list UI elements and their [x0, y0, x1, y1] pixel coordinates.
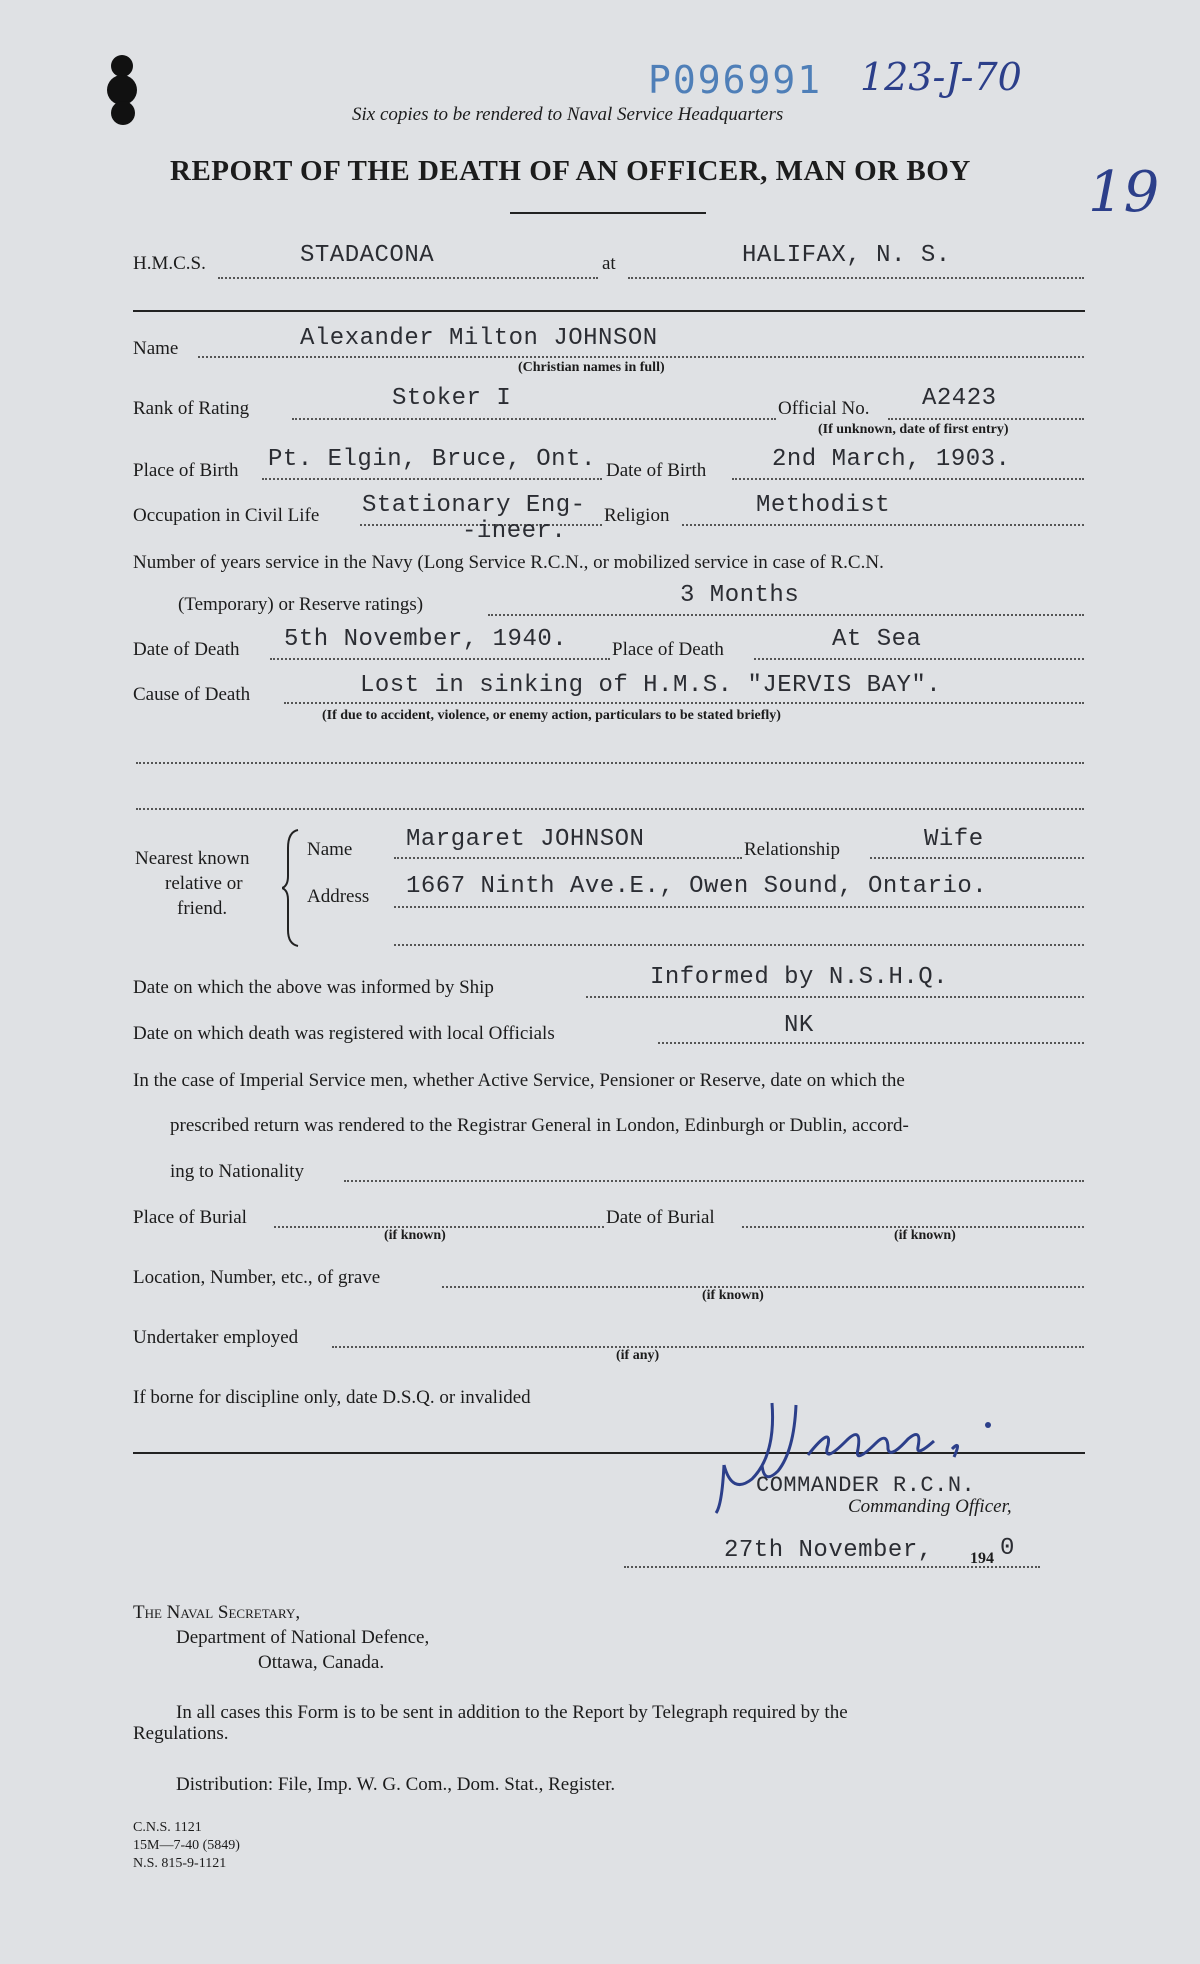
at-label: at: [602, 253, 616, 274]
service-label-1: Number of years service in the Navy (Long Service R.C.N., or mobilized service in case of R.C.N.: [133, 552, 884, 573]
rank-value: Stoker I: [392, 385, 512, 412]
cause-label: Cause of Death: [133, 684, 251, 705]
burial-place-hint: (if known): [384, 1228, 446, 1243]
nok-brace: [282, 828, 302, 948]
name-hint: (Christian names in full): [518, 360, 665, 375]
undertaker-hint: (if any): [616, 1348, 660, 1363]
birth-date-label: Date of Birth: [606, 460, 707, 481]
copies-note: Six copies to be rendered to Naval Service Headquarters: [352, 104, 784, 125]
footer-note-2: Regulations.: [133, 1723, 229, 1744]
at-value: HALIFAX, N. S.: [742, 242, 951, 269]
blank-line: [136, 808, 1084, 810]
distribution-text: Distribution: File, Imp. W. G. Com., Dom. Stat., Register.: [176, 1774, 616, 1795]
nok-side-label-1: Nearest known: [135, 848, 250, 869]
service-value: 3 Months: [680, 582, 800, 609]
addressee-3: Ottawa, Canada.: [258, 1652, 385, 1673]
relationship-value: Wife: [924, 826, 984, 853]
nok-address-value: 1667 Ninth Ave.E., Owen Sound, Ontario.: [406, 873, 988, 900]
registered-label: Date on which death was registered with local Officials: [133, 1023, 555, 1044]
blank-line: [136, 762, 1084, 764]
nok-address-label: Address: [307, 886, 370, 907]
death-place-value: At Sea: [832, 626, 922, 653]
discipline-label: If borne for discipline only, date D.S.Q. or invalided: [133, 1387, 531, 1408]
rank-label: Rank of Rating: [133, 398, 250, 419]
relationship-label: Relationship: [744, 839, 841, 860]
official-no-label: Official No.: [778, 398, 870, 419]
birth-date-value: 2nd March, 1903.: [772, 446, 1011, 473]
margin-number: 19: [1088, 160, 1160, 225]
birth-place-value: Pt. Elgin, Bruce, Ont.: [268, 446, 596, 473]
punch-hole: [105, 55, 135, 125]
form-code-2: 15M—7-40 (5849): [133, 1838, 240, 1853]
form-title: REPORT OF THE DEATH OF AN OFFICER, MAN OR BOY: [170, 155, 971, 187]
religion-label: Religion: [604, 505, 670, 526]
file-reference: 123-J-70: [860, 55, 1022, 99]
nok-name-value: Margaret JOHNSON: [406, 826, 645, 853]
informed-label: Date on which the above was informed by Ship: [133, 977, 494, 998]
title-underline: [510, 212, 706, 214]
burial-place-label: Place of Burial: [133, 1207, 247, 1228]
informed-value: Informed by N.S.H.Q.: [650, 964, 949, 991]
footer-note-1: In all cases this Form is to be sent in addition to the Report by Telegraph required by the: [176, 1702, 848, 1723]
hmcs-value: STADACONA: [300, 242, 435, 269]
registered-value: NK: [784, 1012, 814, 1039]
grave-hint: (if known): [702, 1288, 764, 1303]
cause-value: Lost in sinking of H.M.S. "JERVIS BAY".: [360, 672, 942, 699]
occupation-value-1: Stationary Eng-: [362, 492, 586, 519]
service-label-2: (Temporary) or Reserve ratings): [178, 594, 424, 615]
death-date-value: 5th November, 1940.: [284, 626, 568, 653]
occupation-value-2: -ineer.: [462, 518, 567, 545]
cause-hint: (If due to accident, violence, or enemy action, particulars to be stated briefly): [322, 708, 781, 723]
birth-place-label: Place of Birth: [133, 460, 239, 481]
divider-top: [133, 310, 1085, 312]
commanding-rank: COMMANDER R.C.N.: [756, 1473, 976, 1498]
signature-year-suffix: 0: [1000, 1535, 1015, 1562]
imperial-text-2: prescribed return was rendered to the Registrar General in London, Edinburgh or Dublin, accord-: [170, 1115, 909, 1136]
name-value: Alexander Milton JOHNSON: [300, 325, 658, 352]
imperial-text-3: ing to Nationality: [170, 1161, 305, 1182]
burial-date-hint: (if known): [894, 1228, 956, 1243]
religion-value: Methodist: [756, 492, 891, 519]
burial-date-label: Date of Burial: [606, 1207, 715, 1228]
blank-line: [394, 944, 1084, 946]
grave-label: Location, Number, etc., of grave: [133, 1267, 381, 1288]
form-code-3: N.S. 815-9-1121: [133, 1856, 227, 1871]
death-date-label: Date of Death: [133, 639, 240, 660]
file-stamp: P096991: [648, 58, 823, 102]
nok-side-label-2: relative or: [165, 873, 243, 894]
hmcs-label: H.M.C.S.: [133, 253, 206, 274]
death-place-label: Place of Death: [612, 639, 724, 660]
signature-year-prefix: 194: [970, 1550, 994, 1567]
addressee-1: The Naval Secretary,: [133, 1602, 301, 1623]
addressee-2: Department of National Defence,: [176, 1627, 430, 1648]
nok-side-label-3: friend.: [177, 898, 228, 919]
imperial-text-1: In the case of Imperial Service men, whether Active Service, Pensioner or Reserve, date on which the: [133, 1070, 905, 1091]
nok-name-label: Name: [307, 839, 353, 860]
commanding-officer-label: Commanding Officer,: [848, 1496, 1012, 1517]
form-code-1: C.N.S. 1121: [133, 1820, 202, 1835]
official-no-hint: (If unknown, date of first entry): [818, 422, 1009, 437]
official-no-value: A2423: [922, 385, 997, 412]
undertaker-label: Undertaker employed: [133, 1327, 299, 1348]
name-label: Name: [133, 338, 179, 359]
occupation-label: Occupation in Civil Life: [133, 505, 320, 526]
signature-date: 27th November,: [724, 1537, 933, 1564]
